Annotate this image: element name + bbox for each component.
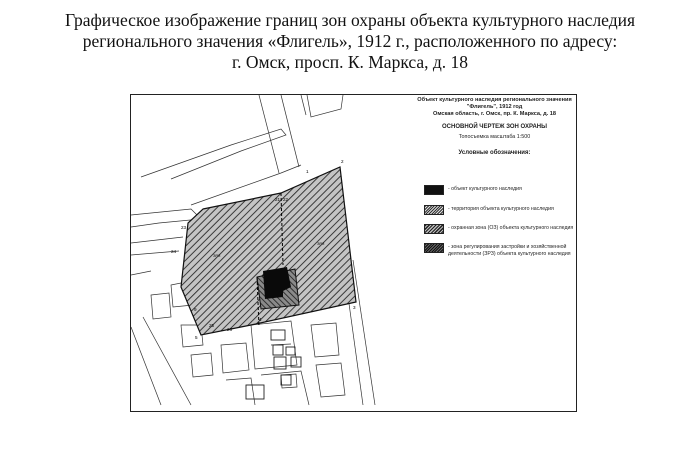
point-label-9: 9 (194, 307, 197, 312)
legend-heading-1: Объект культурного наследия регионального значения (417, 97, 572, 103)
regulation-zone (181, 167, 356, 335)
legend-item-label: - объект культурного наследия (448, 186, 522, 192)
legend-heading-2: "Флигель", 1912 год (466, 104, 523, 110)
point-label-24: 24 (171, 249, 177, 254)
point-label-21: 21 (275, 197, 281, 202)
swatch-hatch-dark (424, 243, 444, 253)
point-label-3: 3 (353, 305, 356, 310)
zone-label-east: ЗРЗ (317, 241, 325, 246)
point-label-26: 26 (227, 327, 233, 332)
point-label-2: 2 (341, 159, 344, 164)
point-label-25: 25 (209, 323, 215, 328)
legend-item-label: - территория объекта культурного наследия (448, 206, 554, 212)
map-title (40, 10, 660, 73)
title-line-1: Графическое изображение границ зон охраны объекта культурного наследия (64, 10, 636, 30)
swatch-solid-black (424, 185, 444, 195)
site-plan-map (131, 95, 411, 411)
legend-item-label: - охранная зона (ОЗ) объекта культурного наследия (448, 225, 574, 231)
scale-note: Топосъемка масштаба 1:500 (458, 134, 531, 140)
point-label-22: 22 (283, 197, 289, 202)
legend-heading-3: Омская область, г. Омск, пр. К. Маркса, д. 18 (432, 111, 557, 117)
point-label-1: 1 (306, 169, 309, 174)
legend-caption: Условные обозначения: (458, 150, 531, 156)
legend-panel (412, 97, 577, 257)
legend-item-label: - зона регулирования застройки и хозяйственной деятельности (ЗРЗ) объекта культурного наследия (448, 244, 571, 257)
point-label-4: 4 (259, 317, 262, 322)
drawing-title: ОСНОВНОЙ ЧЕРТЕЖ ЗОН ОХРАНЫ (441, 124, 547, 130)
title-line-2: регионального значения «Флигель», 1912 г., расположенного по адресу: (82, 31, 618, 51)
legend-heading (412, 97, 577, 118)
swatch-hatch-light (424, 205, 444, 215)
swatch-hatch-medium (424, 224, 444, 234)
point-label-5: 5 (195, 335, 198, 340)
zone-label-west: ЗРЗ (213, 253, 221, 258)
title-line-3: г. Омск, просп. К. Маркса, д. 18 (231, 52, 469, 72)
point-label-23: 23 (181, 225, 187, 230)
